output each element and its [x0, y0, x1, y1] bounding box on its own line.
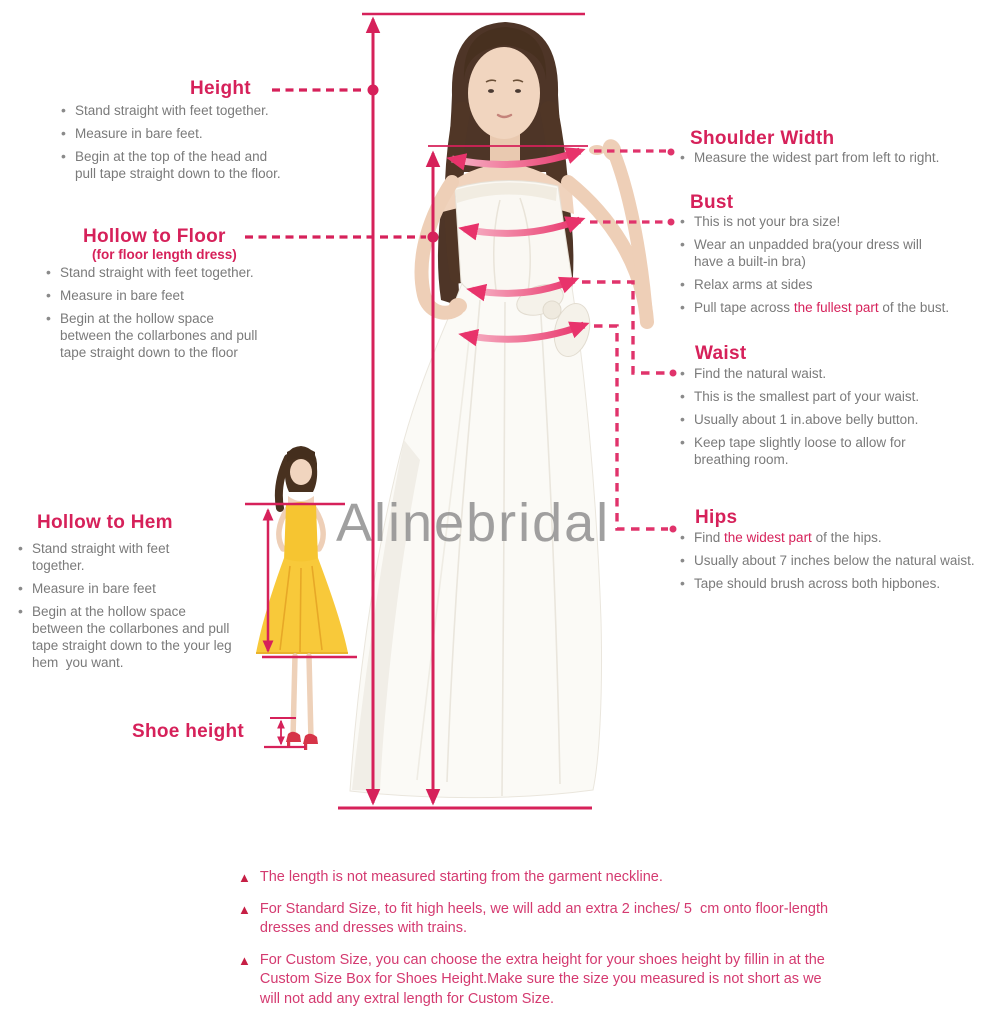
bullet-item: • Tape should brush across both hipbones.	[677, 575, 982, 592]
section-title-height: Height	[190, 78, 251, 99]
bullet-item: • Measure the widest part from left to right.	[677, 149, 982, 166]
section-title-waist: Waist	[695, 343, 747, 364]
bullet-item: • Begin at the top of the head and pull tape straight down to the floor.	[58, 148, 286, 182]
warning-triangle-icon: ▲	[238, 901, 251, 917]
section-title-hollow-to-floor: Hollow to Floor	[83, 226, 226, 247]
section-title-hollow-to-hem: Hollow to Hem	[37, 512, 173, 533]
note-text: For Standard Size, to fit high heels, we will add an extra 2 inches/ 5 cm onto floor-length dresses and dresses with trains.	[259, 900, 833, 936]
bullet-list-hollow-to-floor	[43, 264, 268, 367]
bullet-item: • Measure in bare feet.	[58, 125, 286, 142]
bullet-highlight-text: the fullest part	[793, 300, 879, 315]
bullet-text: Pull tape across	[694, 300, 794, 315]
bullet-list-hollow-to-hem	[15, 540, 250, 677]
bullet-item: • Measure in bare feet	[43, 287, 268, 304]
note-item	[238, 951, 878, 1010]
note-text: The length is not measured starting from the garment neckline.	[259, 869, 663, 885]
warning-triangle-icon: ▲	[238, 870, 251, 885]
bullet-item: • Begin at the hollow space between the collarbones and pull tape straight down to the floor	[43, 310, 268, 361]
note-item	[238, 868, 878, 888]
warning-triangle-icon: ▲	[238, 952, 251, 968]
bullet-item: • Usually about 1 in.above belly button.	[677, 411, 982, 428]
bullet-list-bust	[677, 213, 982, 322]
bullet-item: • Measure in bare feet	[15, 580, 250, 597]
bullet-text: of the bust.	[878, 300, 950, 315]
bullet-item: • This is the smallest part of your waist.	[677, 388, 982, 405]
section-title-shoe-height: Shoe height	[132, 721, 245, 742]
bullet-list-waist	[677, 365, 982, 474]
bullet-highlight-text: the widest part	[724, 530, 812, 545]
bullet-item: • Keep tape slightly loose to allow for breathing room.	[677, 434, 939, 468]
main-model-figure	[350, 22, 647, 798]
section-title-bust: Bust	[690, 192, 734, 213]
bullet-item	[677, 529, 982, 546]
bullet-list-shoulder-width	[677, 149, 982, 172]
bullet-list-hips	[677, 529, 982, 598]
bullet-item: • Relax arms at sides	[677, 276, 982, 293]
section-title-shoulder-width: Shoulder Width	[690, 128, 835, 149]
small-model-figure	[256, 446, 348, 750]
bullet-item: • Stand straight with feet together.	[15, 540, 192, 574]
bullet-item: • Begin at the hollow space between the collarbones and pull tape straight down to the your leg hem you want.	[15, 603, 237, 671]
bullet-item: • Wear an unpadded bra(your dress will have a built-in bra)	[677, 236, 949, 270]
bullet-item: • Find the natural waist.	[677, 365, 982, 382]
bullet-text: of the hips.	[811, 530, 882, 545]
bullet-item: • Stand straight with feet together.	[43, 264, 268, 281]
note-text: For Custom Size, you can choose the extra height for your shoes height by fillin in at the Custom Size Box for Shoes Height.Make sure the size you measured is not short as we will not add any extral length for Custom Size.	[259, 951, 829, 1007]
section-title-hips: Hips	[695, 507, 738, 528]
bullet-item: • Usually about 7 inches below the natural waist.	[677, 552, 984, 569]
bullet-item: • Stand straight with feet together.	[58, 102, 286, 119]
section-subtitle-hollow-to-floor: (for floor length dress)	[92, 247, 237, 262]
bullet-item: • This is not your bra size!	[677, 213, 982, 230]
notes-list	[238, 868, 878, 1021]
watermark-text: Alinebridal	[336, 493, 611, 553]
note-item	[238, 900, 878, 939]
bullet-text: Find	[694, 530, 725, 545]
bullet-list-height	[58, 102, 286, 188]
bullet-item	[677, 299, 982, 316]
